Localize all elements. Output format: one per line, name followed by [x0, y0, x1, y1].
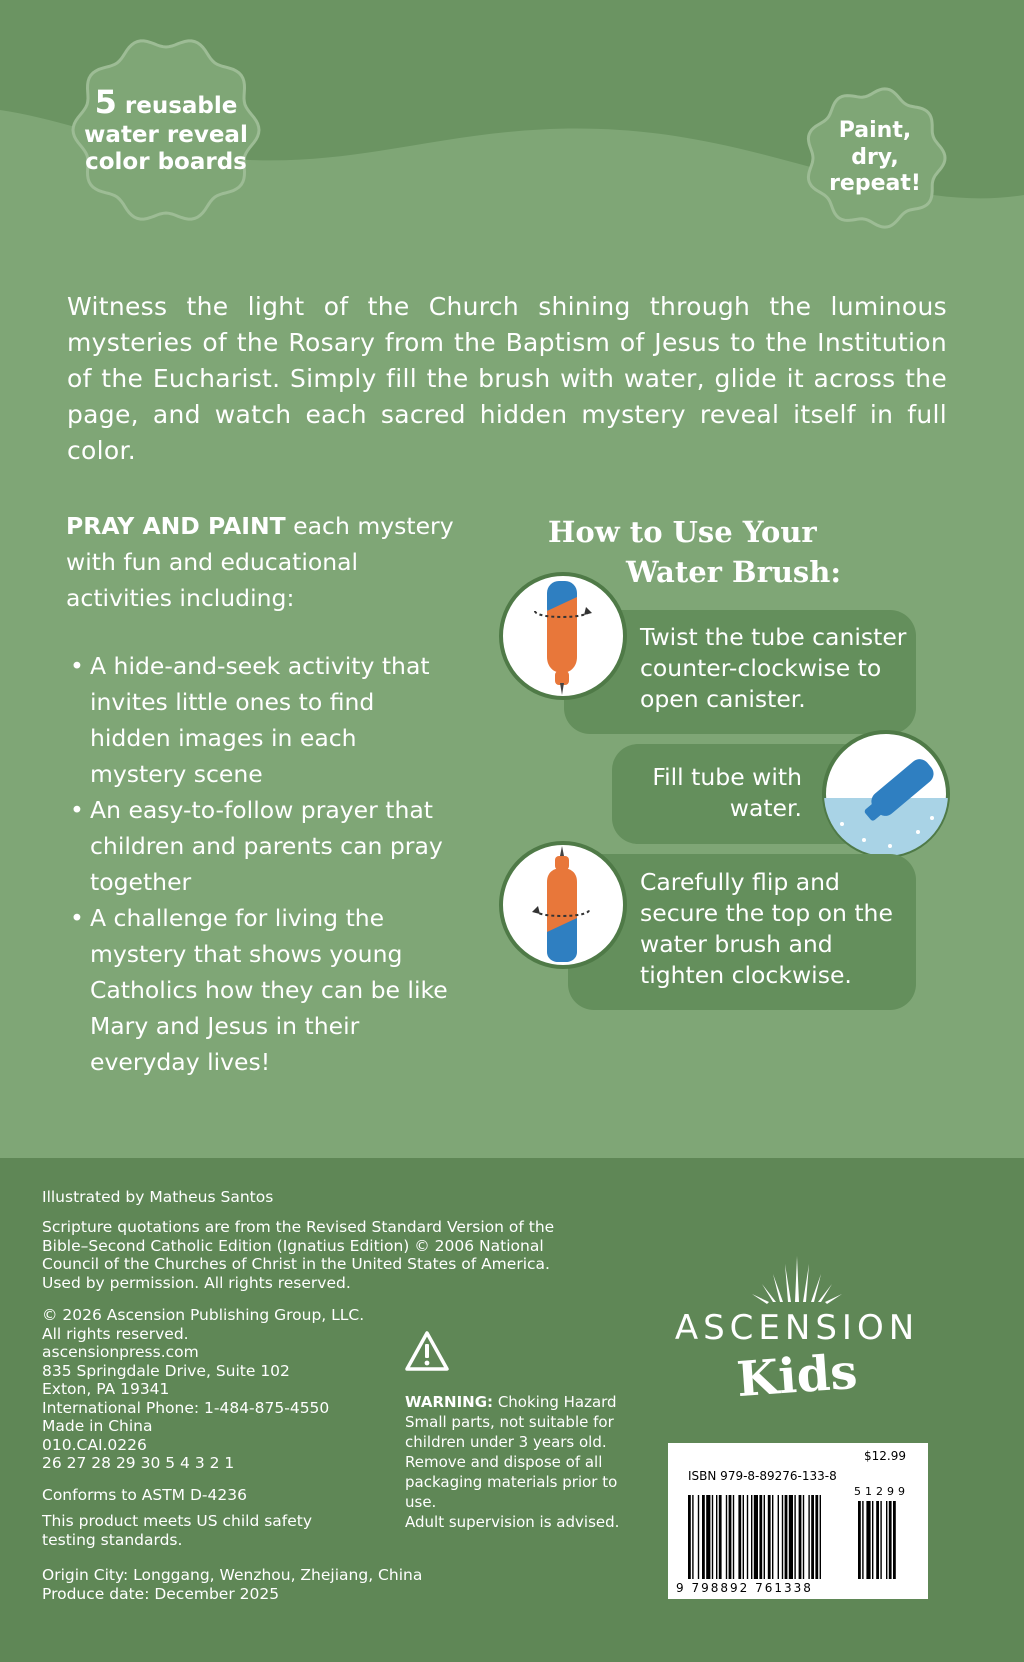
choking-warning: [405, 1392, 645, 1532]
rights-line: All rights reserved.: [42, 1324, 189, 1343]
printing-line: 26 27 28 29 30 5 4 3 2 1: [42, 1454, 235, 1472]
barcode-bar: [778, 1495, 779, 1579]
brand-kids: Kids: [734, 1343, 860, 1409]
boards-line-2: water reveal: [84, 121, 248, 148]
barcode-bar: [820, 1495, 821, 1579]
barcode-bar: [811, 1495, 814, 1579]
repeat-line-1: Paint,: [838, 118, 912, 144]
barcode-bar: [772, 1495, 773, 1579]
activity-item-hide-and-seek: • A hide-and-seek activity that invites little ones to find hidden images in each mystery scene: [66, 648, 456, 792]
scripture-notice: [42, 1218, 554, 1292]
boards-line-1: reusable: [124, 93, 238, 120]
publisher-info: [42, 1306, 364, 1473]
barcode-bar: [764, 1495, 765, 1579]
barcode-bar: [754, 1495, 758, 1579]
howto-title-line-2: Water Brush:: [626, 555, 842, 589]
address-line: 835 Springdale Drive, Suite 102: [42, 1361, 290, 1380]
repeat-line-2: dry,: [851, 144, 899, 170]
barcode-bar: [794, 1495, 795, 1579]
barcode-bar: [803, 1495, 804, 1579]
barcode-bar: [692, 1495, 693, 1579]
ascension-rays-logo: [672, 1254, 922, 1314]
scripture-line: Scripture quotations are from the Revised Standard Version of the: [42, 1218, 555, 1236]
isbn-label: ISBN 979-8-89276-133-8: [688, 1469, 837, 1483]
brush-twist-open-icon: [498, 571, 628, 701]
barcode-bar: [743, 1495, 744, 1579]
step-3-text: Carefully flip and secure the top on the water brush and tighten clockwise.: [640, 868, 893, 989]
warning-triangle-icon: [404, 1330, 450, 1372]
scripture-line: Used by permission. All rights reserved.: [42, 1273, 351, 1292]
barcode-bars: [688, 1485, 916, 1581]
tube-in-water-icon: [820, 728, 952, 860]
phone-line: International Phone: 1-484-875-4550: [42, 1398, 330, 1417]
warning-line: Adult supervision is advised.: [405, 1513, 620, 1531]
pray-and-paint-text: each mystery with fun and educational activities including:: [66, 512, 454, 612]
barcode-digits: 9 798892 761338: [676, 1581, 813, 1595]
origin-line: Produce date: December 2025: [42, 1584, 280, 1603]
warning-label: WARNING:: [405, 1393, 494, 1411]
addon-bar: [872, 1501, 873, 1579]
barcode-bar: [733, 1495, 734, 1579]
barcode-bar: [688, 1495, 691, 1579]
safety-line: This product meets US child safety: [42, 1512, 313, 1530]
barcode-bar: [785, 1495, 788, 1579]
barcode-bar: [716, 1495, 717, 1579]
made-in-line: Made in China: [42, 1417, 153, 1435]
addon-bar: [889, 1501, 892, 1579]
addon-bar: [862, 1501, 863, 1579]
pray-and-paint-lead: [66, 508, 456, 616]
barcode-bar: [768, 1495, 771, 1579]
barcode-bar: [815, 1495, 818, 1579]
boards-count-badge: [66, 30, 266, 230]
addon-bar: [876, 1501, 879, 1579]
barcode-bar: [698, 1495, 699, 1579]
pray-and-paint-heading: PRAY AND PAINT: [66, 512, 286, 540]
addon-bar: [886, 1501, 887, 1579]
barcode-bar: [782, 1495, 783, 1579]
warning-line: Remove and dispose of all: [405, 1453, 603, 1471]
illustrator-credit: Illustrated by Matheus Santos: [42, 1188, 274, 1206]
barcode-bar: [747, 1495, 748, 1579]
activity-item-prayer: • An easy-to-follow prayer that children and parents can pray together: [66, 792, 456, 900]
scripture-line: Bible–Second Catholic Edition (Ignatius Edition) © 2006 National: [42, 1236, 544, 1255]
barcode-bar: [808, 1495, 809, 1579]
barcode-bar: [719, 1495, 722, 1579]
warning-line: packaging materials prior to use.: [405, 1473, 618, 1511]
addon-bar: [893, 1501, 896, 1579]
barcode-bar: [726, 1495, 727, 1579]
origin-notice: [42, 1566, 422, 1603]
step-1-text: Twist the tube canister counter-clockwise to open canister.: [640, 623, 907, 713]
addon-bar: [866, 1501, 870, 1579]
astm-notice: Conforms to ASTM D-4236: [42, 1486, 247, 1504]
website-link[interactable]: ascensionpress.com: [42, 1343, 199, 1361]
barcode-bar: [751, 1495, 752, 1579]
barcode-label: [668, 1443, 928, 1599]
barcode-bar: [729, 1495, 732, 1579]
scripture-line: Council of the Churches of Christ in the United States of America.: [42, 1255, 550, 1273]
safety-notice: [42, 1512, 312, 1549]
warning-line: Small parts, not suitable for: [405, 1413, 614, 1431]
repeat-line-3: repeat!: [829, 171, 921, 197]
boards-line-3: color boards: [85, 149, 247, 176]
address-line: Exton, PA 19341: [42, 1380, 170, 1398]
intro-paragraph: Witness the light of the Church shining through the luminous mysteries of the Rosary from the Baptism of Jesus to the Institution of the Eucharist. Simply fill the brush with water, glide it across the page, and watch each sacred hidden mystery reveal itself in full color.: [67, 292, 947, 465]
brush-twist-close-icon: [498, 840, 628, 970]
origin-line: Origin City: Longgang, Wenzhou, Zhejiang, China: [42, 1566, 423, 1584]
product-code-line: 010.CAI.0226: [42, 1435, 147, 1454]
safety-line: testing standards.: [42, 1530, 183, 1549]
addon-bar: [880, 1501, 881, 1579]
barcode-bar: [738, 1495, 741, 1579]
warning-line: children under 3 years old.: [405, 1433, 607, 1451]
warning-title: Choking Hazard: [497, 1393, 617, 1411]
paint-dry-repeat-badge: [795, 84, 955, 232]
barcode-bar: [706, 1495, 710, 1579]
price-label: $12.99: [864, 1449, 906, 1463]
barcode-bar: [799, 1495, 802, 1579]
activity-item-challenge: • A challenge for living the mystery that shows young Catholics how they can be like Mary and Jesus in their everyday lives!: [66, 900, 456, 1080]
barcode-bar: [759, 1495, 762, 1579]
activity-list: [66, 648, 456, 1080]
barcode-bar: [789, 1495, 793, 1579]
copyright-line: © 2026 Ascension Publishing Group, LLC.: [42, 1306, 365, 1324]
barcode-bar: [702, 1495, 705, 1579]
boards-count: 5: [94, 83, 117, 122]
addon-digits: 51299: [854, 1485, 909, 1498]
addon-bar: [858, 1501, 861, 1579]
howto-title-line-1: How to Use Your: [548, 515, 817, 549]
brand-name: ASCENSION: [674, 1308, 920, 1348]
step-2-text: Fill tube with water.: [652, 763, 802, 822]
barcode-bar: [712, 1495, 713, 1579]
